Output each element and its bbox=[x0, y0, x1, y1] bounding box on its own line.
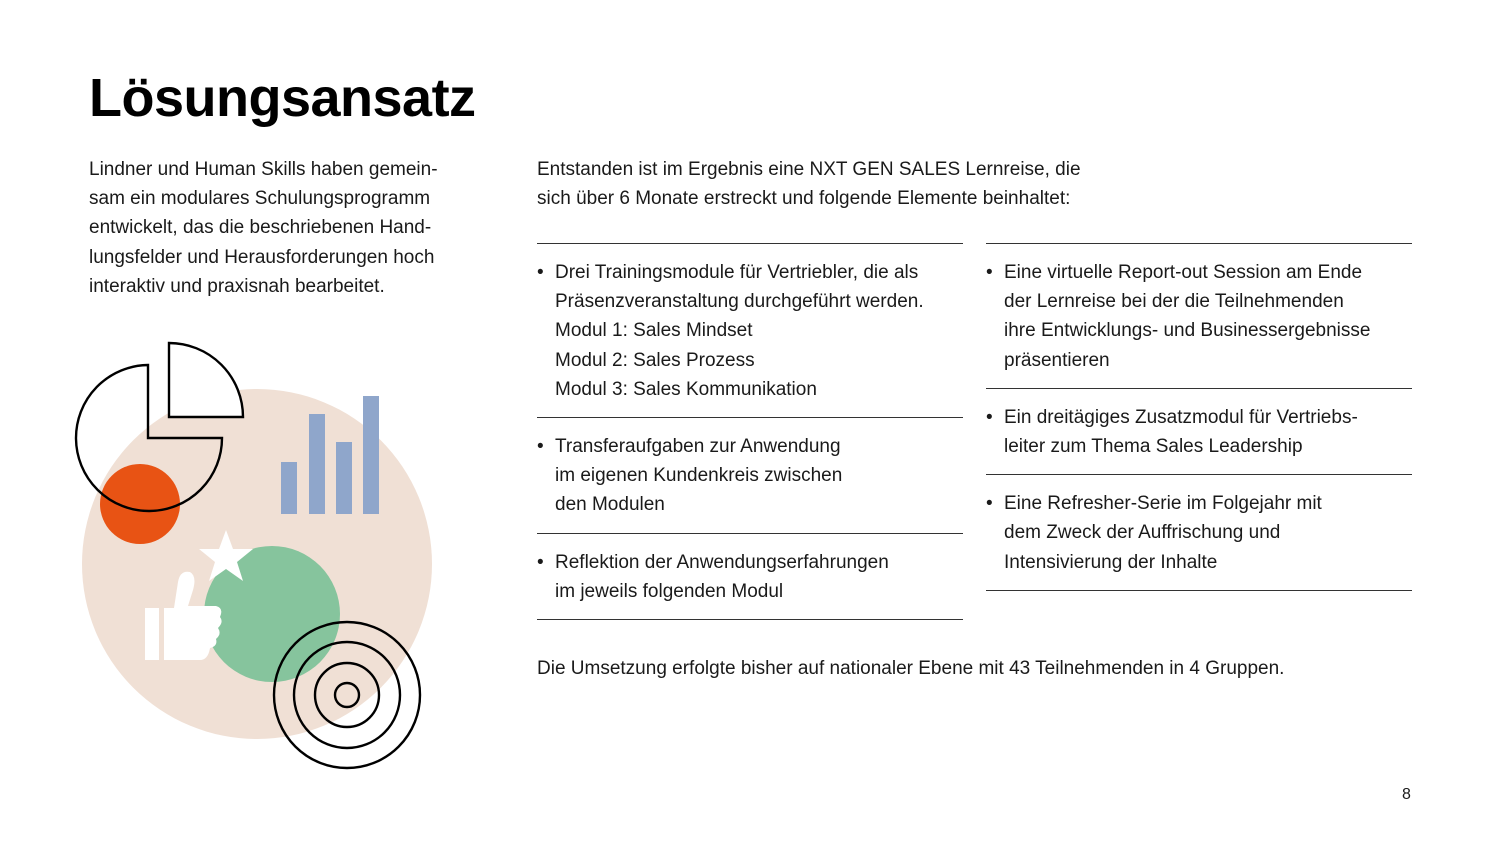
item-line: präsentieren bbox=[1004, 349, 1110, 371]
item-line: dem Zweck der Auffrischung und bbox=[1004, 522, 1281, 544]
item-line: Ein dreitägiges Zusatzmodul für Vertriebs- bbox=[1004, 406, 1358, 428]
summary-text: Die Umsetzung erfolgte bisher auf nationaler Ebene mit 43 Teilnehmenden in 4 Gruppen. bbox=[537, 658, 1285, 679]
list-item-transfer-tasks bbox=[537, 417, 963, 533]
elements-list-left bbox=[537, 243, 963, 620]
bullet-icon: • bbox=[537, 262, 544, 283]
bullet-icon: • bbox=[537, 551, 544, 573]
item-line: Modul 1: Sales Mindset bbox=[555, 320, 753, 342]
list-item-reflection bbox=[537, 533, 963, 620]
item-line: Reflektion der Anwendungserfahrungen bbox=[555, 551, 889, 573]
list-item-report-out bbox=[986, 243, 1412, 388]
item-line: ihre Entwicklungs- und Businessergebnisse bbox=[1004, 320, 1371, 342]
intro-line: interaktiv und praxisnah bearbeitet. bbox=[89, 275, 385, 297]
sales-illustration bbox=[60, 330, 460, 780]
item-line: leiter zum Thema Sales Leadership bbox=[1004, 436, 1303, 458]
bullet-icon: • bbox=[986, 262, 993, 283]
item-line: den Modulen bbox=[555, 494, 665, 516]
item-line: Drei Trainingsmodule für Vertriebler, die als bbox=[555, 262, 919, 283]
bullet-icon: • bbox=[986, 493, 993, 515]
item-line: im jeweils folgenden Modul bbox=[555, 580, 784, 602]
lead-line: sich über 6 Monate erstreckt und folgende Elemente beinhaltet: bbox=[537, 188, 1071, 210]
item-line: Präsenzveranstaltung durchgeführt werden. bbox=[555, 291, 924, 313]
item-line: Intensivierung der Inhalte bbox=[1004, 551, 1218, 573]
item-line: Eine Refresher-Serie im Folgejahr mit bbox=[1004, 493, 1322, 515]
intro-paragraph bbox=[89, 155, 509, 301]
intro-line: lungsfelder und Herausforderungen hoch bbox=[89, 246, 435, 268]
lead-paragraph bbox=[537, 155, 1157, 213]
bullet-icon: • bbox=[986, 406, 993, 428]
list-item-training-modules bbox=[537, 243, 963, 417]
item-line: Modul 2: Sales Prozess bbox=[555, 349, 755, 371]
item-line: der Lernreise bei der die Teilnehmenden bbox=[1004, 291, 1344, 313]
elements-list-right bbox=[986, 243, 1412, 591]
page-number: 8 bbox=[1402, 786, 1411, 803]
intro-line: Lindner und Human Skills haben gemein- bbox=[89, 159, 438, 180]
orange-circle-shape bbox=[100, 464, 180, 544]
lead-line: Entstanden ist im Ergebnis eine NXT GEN SALES Lernreise, die bbox=[537, 159, 1081, 180]
intro-line: sam ein modulares Schulungsprogramm bbox=[89, 188, 431, 210]
bullet-icon: • bbox=[537, 436, 544, 458]
item-line: Eine virtuelle Report-out Session am Ende bbox=[1004, 262, 1363, 283]
item-line: Transferaufgaben zur Anwendung bbox=[555, 436, 841, 458]
list-item-leadership-module bbox=[986, 388, 1412, 474]
list-item-refresher bbox=[986, 474, 1412, 591]
page-title: Lösungsansatz bbox=[89, 68, 476, 128]
intro-line: entwickelt, das die beschriebenen Hand- bbox=[89, 217, 432, 239]
item-line: im eigenen Kundenkreis zwischen bbox=[555, 465, 843, 487]
item-line: Modul 3: Sales Kommunikation bbox=[555, 378, 817, 400]
